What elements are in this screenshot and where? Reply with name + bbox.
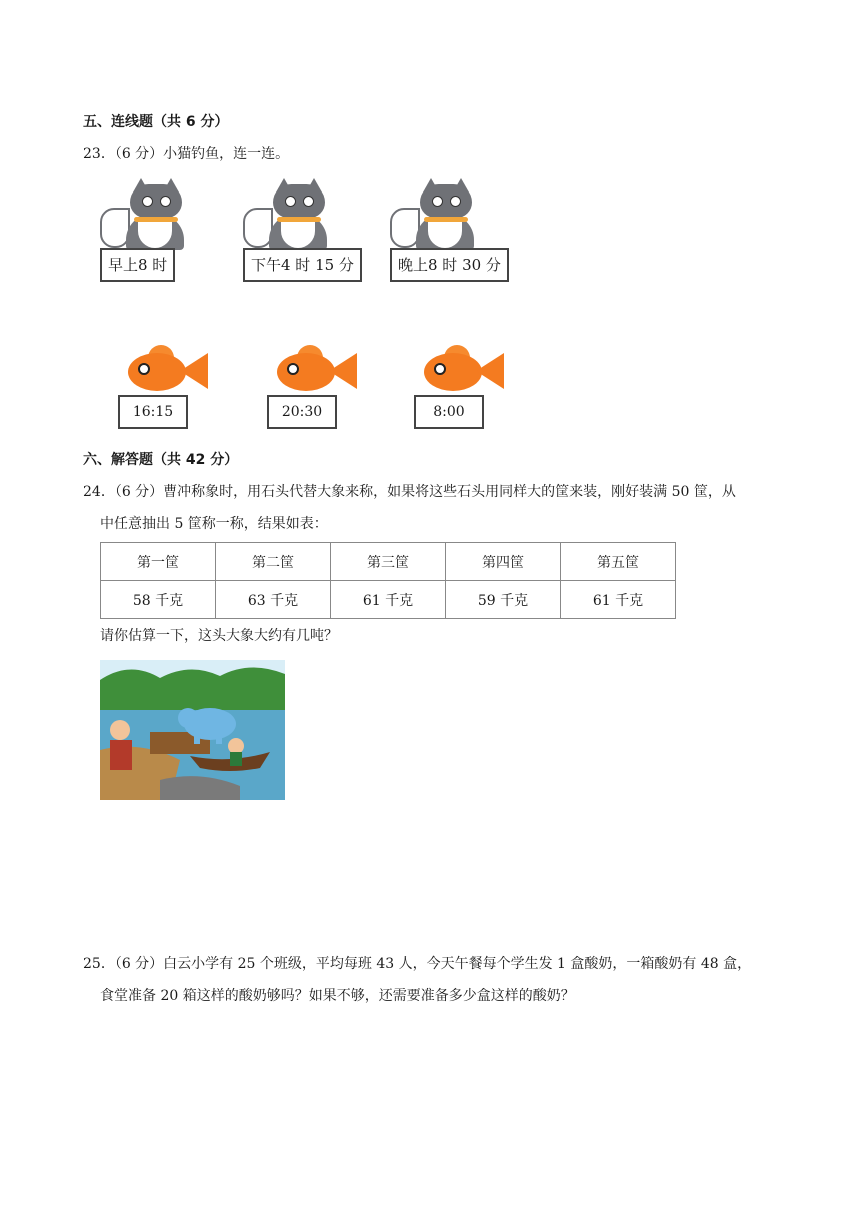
section-five-heading: 五、连线题（共 6 分）	[83, 114, 229, 130]
fish-time-label: 16:15	[118, 395, 188, 429]
fish-card-3	[414, 345, 506, 437]
table-cell: 61 千克	[331, 581, 446, 619]
elephant-scene-image	[100, 660, 285, 800]
question-25-line-2: 食堂准备 20 箱这样的酸奶够吗？如果不够，还需要准备多少盒这样的酸奶？	[100, 988, 575, 1004]
question-24-line-2: 中任意抽出 5 筐称一称，结果如表：	[100, 516, 328, 532]
table-header-cell: 第五筐	[561, 543, 676, 581]
cat-time-label: 早上8 时	[100, 248, 175, 282]
cat-icon	[130, 184, 182, 218]
fish-card-2	[267, 345, 359, 437]
cat-time-label: 晚上8 时 30 分	[390, 248, 509, 282]
question-23-text: 23．（6 分）小猫钓鱼，连一连。	[83, 146, 290, 162]
table-header-row	[101, 543, 676, 581]
question-24-line-1: 24．（6 分）曹冲称象时，用石头代替大象来称，如果将这些石头用同样大的筐来装，刚好装满 50 筐，从	[83, 484, 736, 500]
fish-icon	[277, 353, 335, 391]
fish-time-label: 8:00	[414, 395, 484, 429]
table-header-cell: 第四筐	[446, 543, 561, 581]
table-header-cell: 第三筐	[331, 543, 446, 581]
fish-time-label: 20:30	[267, 395, 337, 429]
table-cell: 58 千克	[101, 581, 216, 619]
table-header-cell: 第二筐	[216, 543, 331, 581]
table-cell: 61 千克	[561, 581, 676, 619]
fish-icon	[128, 353, 186, 391]
cat-time-label: 下午4 时 15 分	[243, 248, 362, 282]
basket-weight-table	[100, 542, 676, 619]
table-row	[101, 581, 676, 619]
question-25-line-1: 25．（6 分）白云小学有 25 个班级，平均每班 43 人，今天午餐每个学生发 1 盒酸奶，一箱酸奶有 48 盒，	[83, 956, 752, 972]
fish-card-1	[118, 345, 210, 437]
cat-card-1	[100, 178, 204, 286]
table-cell: 63 千克	[216, 581, 331, 619]
fish-icon	[424, 353, 482, 391]
question-24-prompt: 请你估算一下，这头大象大约有几吨？	[100, 628, 338, 644]
cat-card-2	[243, 178, 354, 286]
cat-icon	[273, 184, 325, 218]
table-header-cell: 第一筐	[101, 543, 216, 581]
cat-card-3	[390, 178, 501, 286]
cat-icon	[420, 184, 472, 218]
table-cell: 59 千克	[446, 581, 561, 619]
section-six-heading: 六、解答题（共 42 分）	[83, 452, 239, 468]
